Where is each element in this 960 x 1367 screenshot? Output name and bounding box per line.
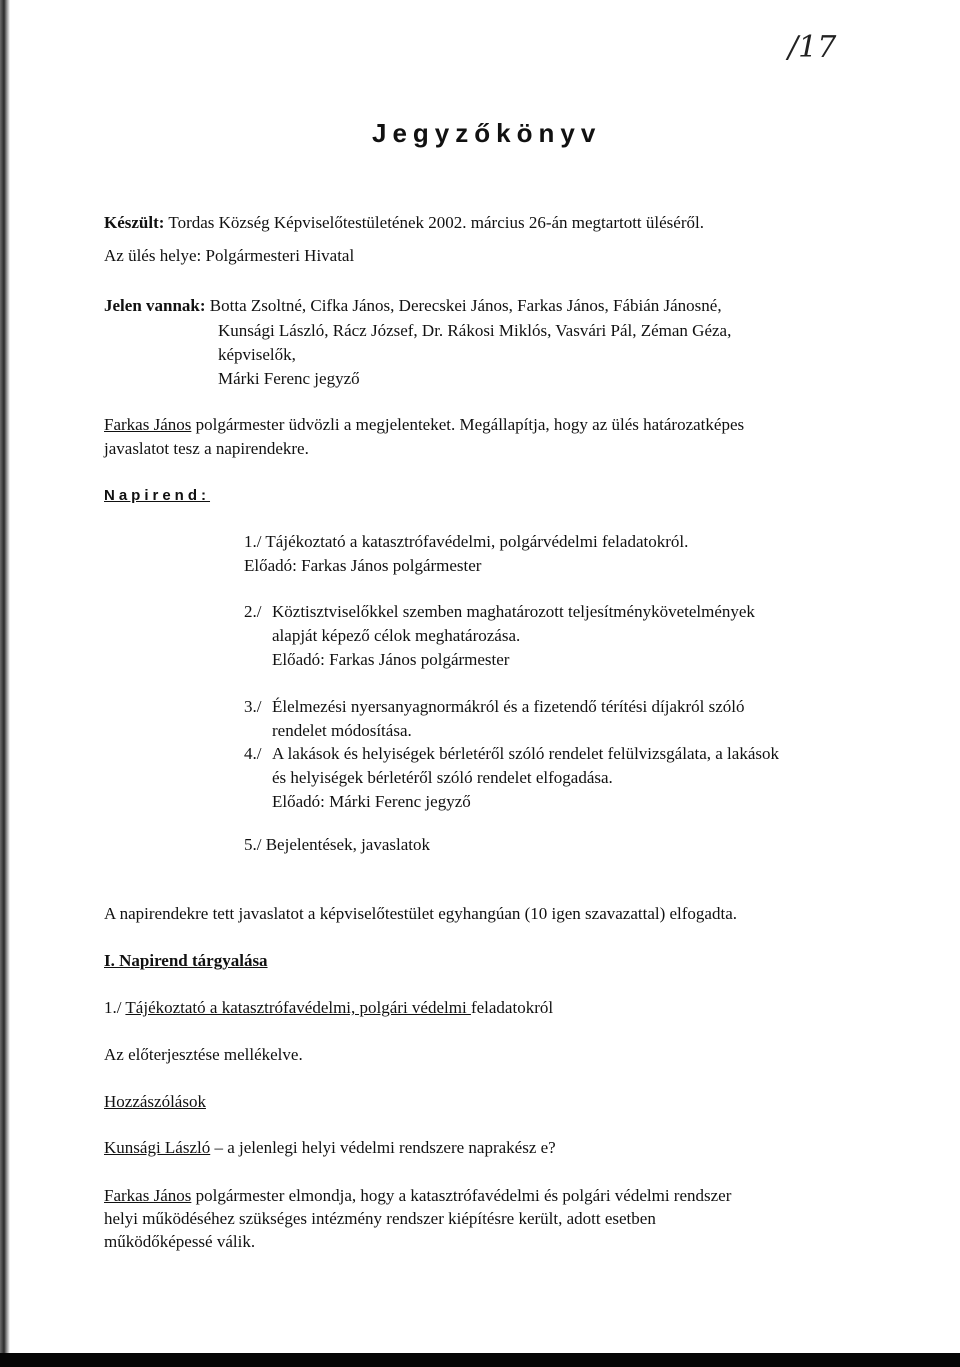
- question-name: Kunsági László: [104, 1138, 211, 1157]
- agenda-item-2-text: Köztisztviselőkkel szemben maghatározott teljesítménykövetelmények: [272, 602, 755, 621]
- attendees-line-3: képviselők,: [218, 345, 296, 364]
- agenda-item-2-presenter: Előadó: Farkas János polgármester: [272, 650, 510, 669]
- attendees-label: Jelen vannak:: [104, 296, 206, 315]
- question-text: – a jelenlegi helyi védelmi rendszere naprakész e?: [210, 1138, 556, 1157]
- agenda-item-4: A lakások és helyiségek bérletéről szóló rendelet felülvizsgálata, a lakások: [272, 744, 779, 763]
- agenda-item-2: [272, 601, 852, 623]
- section-heading: I. Napirend tárgyalása: [104, 951, 268, 970]
- attendees-line-1: [104, 295, 722, 317]
- attendees-text-1: Botta Zsoltné, Cifka János, Derecskei János, Farkas János, Fábián Jánosné,: [209, 296, 722, 315]
- agenda-item-2-line-2: alapját képező célok meghatározása.: [272, 626, 521, 645]
- agenda-item-1: 1./ Tájékoztató a katasztrófavédelmi, polgárvédelmi feladatokról.: [244, 532, 689, 551]
- agenda-item-4-line-2: és helyiségek bérletéről szóló rendelet elfogadása.: [272, 768, 613, 787]
- intro-line-2: javaslatot tesz a napirendekre.: [104, 439, 309, 458]
- agenda-item-3: Élelmezési nyersanyagnormákról és a fizetendő térítési díjakról szóló: [272, 697, 745, 716]
- scan-bottom-edge: [0, 1353, 960, 1367]
- keszult-line: [104, 212, 704, 234]
- section-item-title-end: feladatokról: [470, 998, 554, 1017]
- answer-name: Farkas János: [104, 1186, 192, 1205]
- intro-name: Farkas János: [104, 415, 192, 434]
- answer-line-3: működőképessé válik.: [104, 1232, 256, 1251]
- document-title: Jegyzőkönyv: [372, 118, 602, 148]
- agenda-item-2-num: 2./: [244, 602, 262, 621]
- scan-left-edge: [0, 0, 10, 1367]
- page-number: /17: [788, 30, 837, 65]
- attachment-note: Az előterjesztése mellékelve.: [104, 1045, 303, 1064]
- agenda-item-3-num: 3./: [244, 697, 262, 716]
- question-line: [104, 1137, 556, 1159]
- section-item-prefix: 1./: [104, 998, 126, 1017]
- agenda-item-4-num: 4./: [244, 744, 262, 763]
- agenda-heading: Napirend:: [104, 487, 211, 504]
- keszult-label: Készült:: [104, 213, 165, 232]
- meeting-location: Az ülés helye: Polgármesteri Hivatal: [104, 246, 355, 265]
- agenda-item-3-line-2: rendelet módosítása.: [272, 721, 412, 740]
- keszult-text: Tordas Község Képviselőtestületének 2002. március 26-án megtartott üléséről.: [168, 213, 704, 232]
- agenda-item-4-presenter: Előadó: Márki Ferenc jegyző: [272, 792, 471, 811]
- attendees-line-2: Kunsági László, Rácz József, Dr. Rákosi Miklós, Vasvári Pál, Zéman Géza,: [218, 321, 732, 340]
- intro-text: polgármester üdvözli a megjelenteket. Megállapítja, hogy az ülés határozatképes: [191, 415, 745, 434]
- acceptance-statement: A napirendekre tett javaslatot a képviselőtestület egyhangúan (10 igen szavazattal) elfogadta.: [104, 904, 738, 923]
- attendees-line-4: Márki Ferenc jegyző: [218, 369, 360, 388]
- answer-text-1: polgármester elmondja, hogy a katasztrófavédelmi és polgári védelmi rendszer: [191, 1186, 732, 1205]
- answer-line-1: [104, 1185, 731, 1207]
- section-item-title-text: Tájékoztató a katasztrófavédelmi, polgári védelmi: [125, 998, 471, 1017]
- section-item-title: [104, 997, 553, 1019]
- agenda-item-1-presenter: Előadó: Farkas János polgármester: [244, 556, 482, 575]
- intro-line-1: [104, 414, 744, 436]
- answer-line-2: helyi működéséhez szükséges intézmény rendszer kiépítésre került, adott esetben: [104, 1209, 656, 1228]
- comments-heading: Hozzászólások: [104, 1092, 206, 1111]
- agenda-item-5: 5./ Bejelentések, javaslatok: [244, 835, 430, 854]
